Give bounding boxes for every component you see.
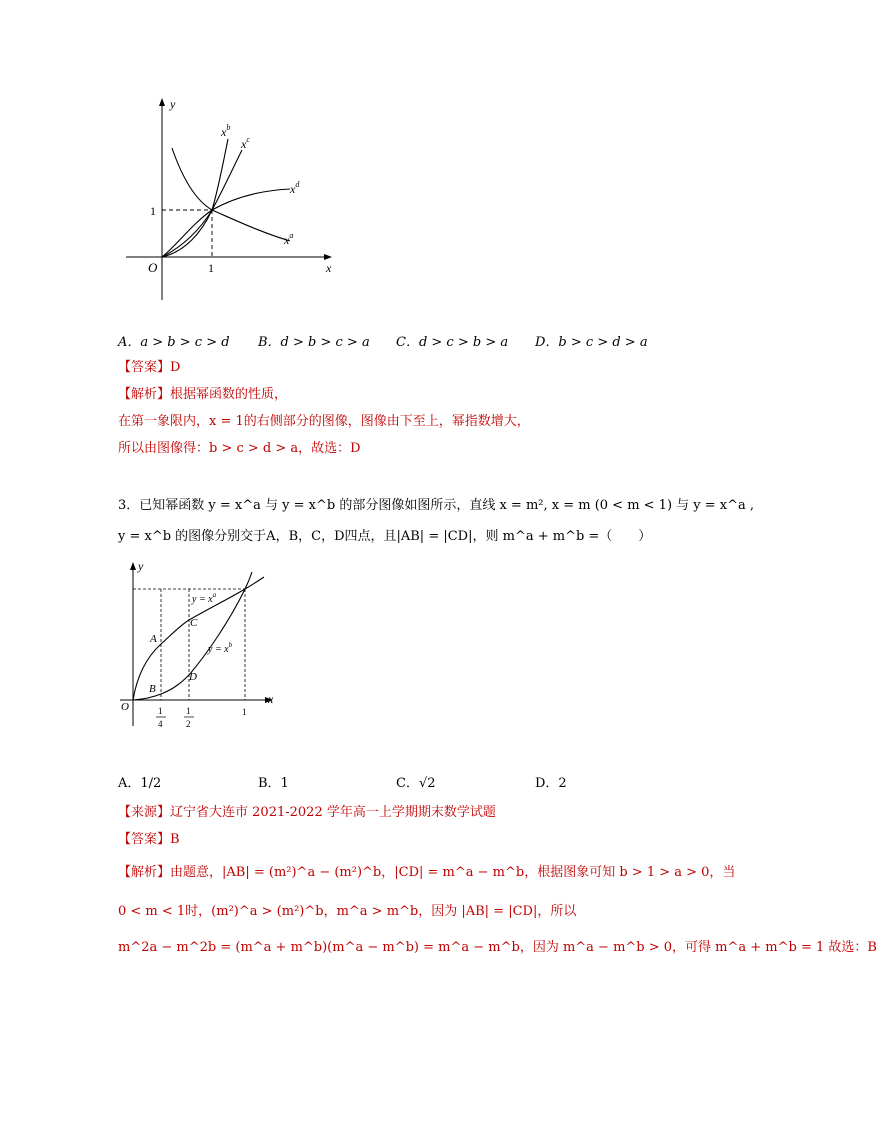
point-D: D: [189, 671, 197, 683]
curve-label-a: $y = x^a$: [192, 591, 217, 605]
q3-answer: [118, 830, 180, 850]
power-function-figure-2: [112, 558, 282, 738]
q3-option-a[interactable]: A．1/2: [118, 776, 162, 791]
analysis-text: 根据幂函数的性质，: [170, 387, 288, 402]
tick-half-num: 1: [186, 706, 191, 716]
y-axis-label: y: [138, 559, 144, 573]
source-text: 辽宁省大连市 2021-2022 学年高一上学期期末数学试题: [170, 805, 496, 820]
curve-label-b: $y = x^b$: [208, 641, 233, 655]
x-tick-one: 1: [208, 261, 214, 275]
point-C: C: [190, 617, 198, 629]
power-function-figure-1: [120, 92, 345, 307]
curve-x-a: [172, 148, 290, 241]
q3-analysis-1: [118, 863, 735, 883]
q3-analysis-3: m^2a − m^2b = (m^a + m^b)(m^a − m^b) = m^a − m^b，因为 m^a − m^b > 0，可得 m^a + m^b = 1 故选：B: [118, 940, 877, 955]
q3-stem-line2: y = x^b 的图像分别交于A，B，C，D四点，且|AB| = |CD|，则 m^a + m^b =（ ）: [118, 529, 652, 544]
origin-label: O: [148, 260, 158, 275]
q3-option-c[interactable]: C．√2: [396, 776, 436, 791]
origin-label: O: [121, 701, 129, 713]
q2-analysis-2: 在第一象限内，x = 1的右侧部分的图像，图像由下至上，幂指数增大，: [118, 414, 530, 429]
q2-option-d[interactable]: D．b > c > d > a: [535, 335, 648, 350]
x-axis-arrow: [324, 254, 332, 260]
curve-label-x-d: $x^d$: [290, 180, 300, 196]
answer-tag: 【答案】: [118, 360, 171, 375]
answer-value: D: [170, 360, 181, 375]
q2-option-b[interactable]: B．d > b > c > a: [258, 335, 370, 350]
curve-label-x-c: $x^c$: [241, 135, 250, 151]
y-axis-arrow: [130, 562, 136, 570]
y-axis-arrow: [159, 98, 165, 106]
tick-quarter-den: 4: [158, 719, 163, 729]
answer-value: B: [170, 832, 180, 847]
point-A: A: [150, 633, 157, 645]
point-B: B: [149, 683, 156, 695]
answer-tag: 【答案】: [118, 832, 171, 847]
curve-label-x-b: $x^b$: [221, 123, 231, 139]
y-axis-label: y: [170, 97, 176, 111]
q2-analysis-1: [118, 385, 287, 405]
y-tick-one: 1: [150, 204, 156, 218]
analysis-tag: 【解析】: [118, 865, 171, 880]
q2-answer: [118, 358, 180, 378]
q3-option-b[interactable]: B．1: [258, 776, 289, 791]
q3-analysis-2: 0 < m < 1时，(m²)^a > (m²)^b，m^a > m^b，因为 |AB| = |CD|，所以: [118, 904, 577, 919]
curve-x-d: [162, 189, 290, 257]
q2-option-c[interactable]: C．d > c > b > a: [396, 335, 509, 350]
x-axis-label: x: [326, 261, 332, 275]
curve-label-x-a: $x^a$: [284, 231, 294, 247]
analysis-text: 由题意，|AB| = (m²)^a − (m²)^b，|CD| = m^a − m^b，根据图象可知 b > 1 > a > 0，当: [170, 865, 736, 880]
q3-option-d[interactable]: D．2: [535, 776, 567, 791]
q2-option-a[interactable]: A．a > b > c > d: [118, 335, 230, 350]
curve-x-c: [162, 150, 242, 257]
x-axis-label: x: [268, 692, 274, 706]
q3-stem-line1: 3．已知幂函数 y = x^a 与 y = x^b 的部分图像如图所示，直线 x = m², x = m (0 < m < 1) 与 y = x^a ,: [118, 498, 755, 513]
source-tag: 【来源】: [118, 805, 171, 820]
analysis-tag: 【解析】: [118, 387, 171, 402]
q3-source: [118, 803, 496, 823]
tick-quarter-num: 1: [158, 706, 163, 716]
q2-analysis-3: 所以由图像得：b > c > d > a，故选：D: [118, 441, 361, 456]
tick-one: 1: [242, 707, 247, 717]
tick-half-den: 2: [186, 719, 191, 729]
